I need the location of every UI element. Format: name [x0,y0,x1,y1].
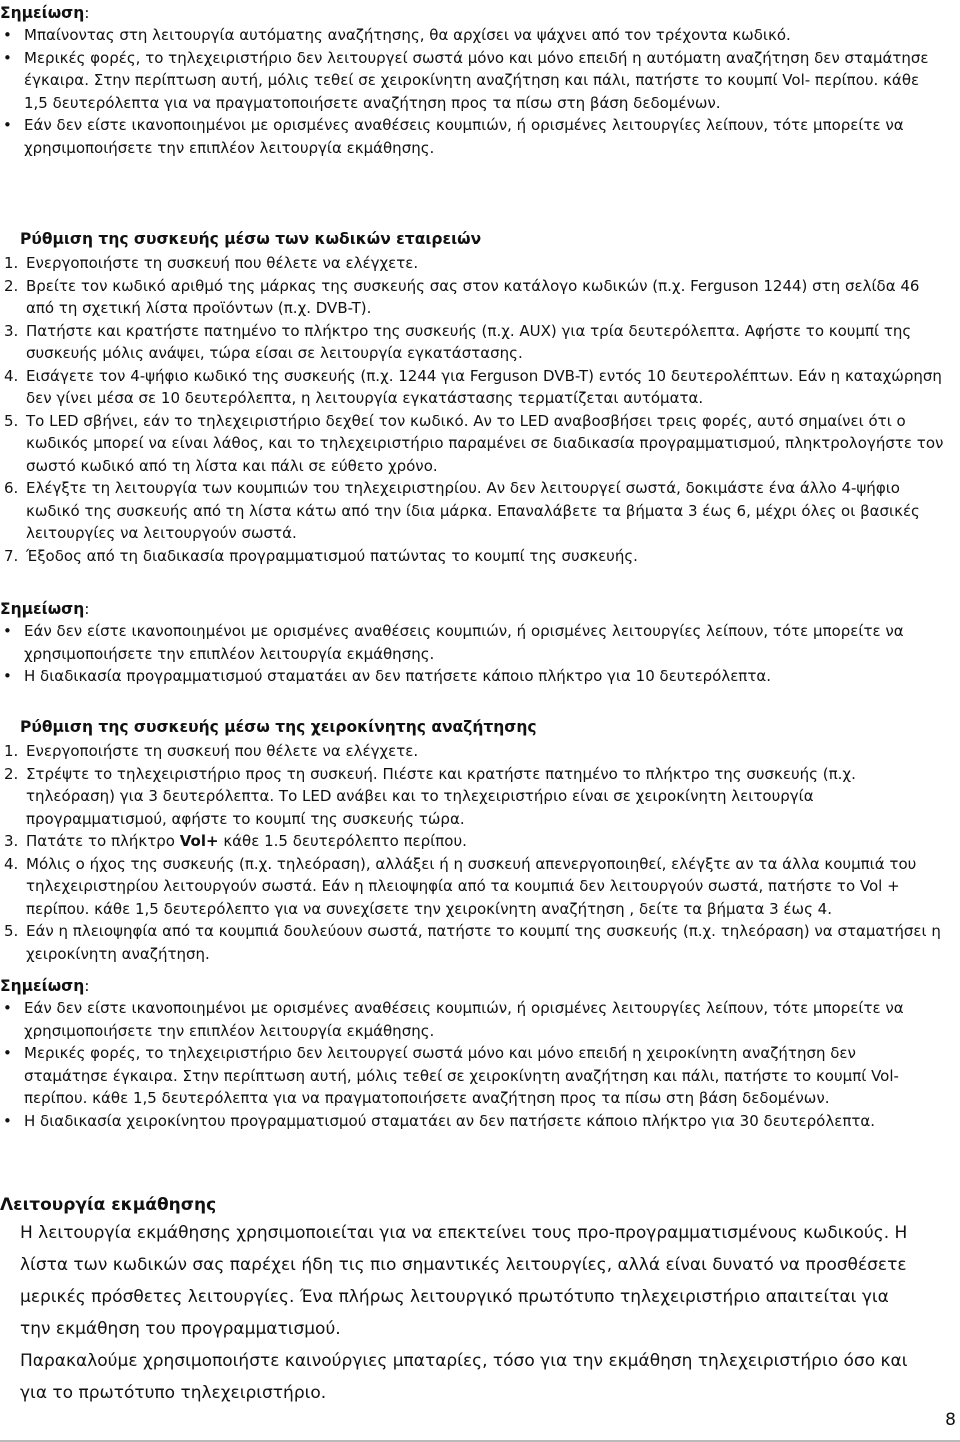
note-2 [0,598,935,688]
page-number: 8 [945,1410,956,1430]
note-1-title: Σημείωση: [0,4,90,22]
step-item: 4. Μόλις ο ήχος της συσκευής (π.χ. τηλεόραση), αλλάξει ή η συσκευή απενεργοποιηθεί, ελέγξτε αν τα άλλα κουμπιά του τηλεχειριστηρίου λειτουργούν σωστά. Εάν η πλειοψηφία από τα κουμπιά δεν λειτουργούν σωστά, πατήστε το Vol + περίπου. κάθε 1,5 δευτερόλεπτο για να συνεχίσετε την χειροκίνητη αναζήτηση , δείτε τα βήματα 3 έως 4. [4,854,917,918]
learning-title: Λειτουργία εκμάθησης [0,1195,217,1215]
step-item: 5. Το LED σβήνει, εάν το τηλεχειριστήριο δεχθεί τον κωδικό. Αν το LED αναβοσβήσει τρεις φορές, αυτό σημαίνει ότι ο κωδικός μπορεί να είναι λάθος, και το τηλεχειριστήριο παραμένει σε διαδικασία προγραμματισμού, πληκτρολογήστε τον σωστό κωδικό από τη λίστα και πάλι σε εύθετο χρόνο. [4,411,944,475]
note-1-bullet: • Μερικές φορές, το τηλεχειριστήριο δεν λειτουργεί σωστά μόνο και μόνο επειδή η αυτόματη αναζήτηση δεν σταμάτησε έγκαιρα. Στην περίπτωση αυτή, μόλις τεθεί σε χειροκίνητη αναζήτηση και πάλι, πατήστε το κουμπί Vol- περίπου. κάθε 1,5 δευτερόλεπτα για να πραγματοποιήσετε αναζήτηση προς τα πίσω στη βάση δεδομένων. [0,47,935,115]
step-item: 7. Έξοδος από τη διαδικασία προγραμματισμού πατώντας το κουμπί της συσκευής. [4,546,638,565]
note-3-bullet: • Μερικές φορές, το τηλεχειριστήριο δεν λειτουργεί σωστά μόνο και μόνο επειδή η χειροκίνητη αναζήτηση δεν σταμάτησε έγκαιρα. Στην περίπτωση αυτή, μόλις τεθεί σε χειροκίνητη αναζήτηση και πάλι, πατήστε το κουμπί Vol- περίπου. κάθε 1,5 δευτερόλεπτα για να πραγματοποιήσετε αναζήτηση προς τα πίσω στη βάση δεδομένων. [0,1042,935,1110]
vol-plus-key: Vol+ [179,832,219,850]
note-3-bullet: • Εάν δεν είστε ικανοποιημένοι με ορισμένες αναθέσεις κουμπιών, ή ορισμένες λειτουργίες λείπουν, τότε μπορείτε να χρησιμοποιήσετε την επιπλέον λειτουργία εκμάθησης. [0,997,935,1042]
note-2-bullet: • Εάν δεν είστε ικανοποιημένοι με ορισμένες αναθέσεις κουμπιών, ή ορισμένες λειτουργίες λείπουν, τότε μπορείτε να χρησιμοποιήσετε την επιπλέον λειτουργία εκμάθησης. [0,620,935,665]
step-item: 5. Εάν η πλειοψηφία από τα κουμπιά δουλεύουν σωστά, πατήστε το κουμπί της συσκευής (π.χ. τηλεόραση) να σταματήσει η χειροκίνητη αναζήτηση. [4,922,941,963]
note-2-title: Σημείωση: [0,600,90,618]
note-1-bullet: • Εάν δεν είστε ικανοποιημένοι με ορισμένες αναθέσεις κουμπιών, ή ορισμένες λειτουργίες λείπουν, τότε μπορείτε να χρησιμοποιήσετε την επιπλέον λειτουργία εκμάθησης. [0,114,935,159]
note-1-bullet: • Μπαίνοντας στη λειτουργία αυτόματης αναζήτησης, θα αρχίσει να ψάχνει από τον τρέχοντα κωδικό. [0,24,935,47]
step-item: 3. Πατάτε το πλήκτρο Vol+ κάθε 1.5 δευτερόλεπτο περίπου. [4,832,467,850]
learning-section [0,1193,920,1409]
learning-paragraph: Η λειτουργία εκμάθησης χρησιμοποιείται για να επεκτείνει τους προ-προγραμματισμένους κωδικούς. Η λίστα των κωδικών σας παρέχει ήδη τις πιο σημαντικές λειτουργίες, αλλά είναι δυνατό να προσθέσετε μερικές πρόσθετες λειτουργίες. Ένα πλήρως λειτουργικό πρωτότυπο τηλεχειριστήριο απαιτείται για την εκμάθηση του προγραμματισμού. [20,1223,908,1339]
note-3-title: Σημείωση: [0,977,90,995]
manual-search-heading: Ρύθμιση της συσκευής μέσω της χειροκίνητης αναζήτησης [20,718,537,736]
note-1 [0,2,935,159]
step-item: 3. Πατήστε και κρατήστε πατημένο το πλήκτρο της συσκευής (π.χ. AUX) για τρία δευτερόλεπτα. Αφήστε το κουμπί της συσκευής μόλις ανάψει, τώρα είσαι σε λειτουργία εγκατάστασης. [4,321,912,362]
note-3 [0,975,935,1132]
step-item: 1. Ενεργοποιήστε τη συσκευή που θέλετε να ελέγχετε. [4,254,419,272]
step-item: 6. Ελέγξτε τη λειτουργία των κουμπιών του τηλεχειριστηρίου. Αν δεν λειτουργεί σωστά, δοκιμάστε ένα άλλο 4-ψήφιο κωδικό της συσκευής από τη λίστα κάτω από την ίδια μάρκα. Επαναλάβετε τα βήματα 3 έως 6, μέχρι όλες οι βασικές λειτουργίες να λειτουργούν σωστά. [4,479,920,542]
step-item: 4. Εισάγετε τον 4-ψήφιο κωδικό της συσκευής (π.χ. 1244 για Ferguson DVB-T) εντός 10 δευτερολέπτων. Εάν η καταχώρηση δεν γίνει μέσα σε 10 δευτερόλεπτα, η λειτουργία εγκατάστασης τερματίζεται αυτόματα. [4,366,942,407]
learning-paragraph: Παρακαλούμε χρησιμοποιήστε καινούργιες μπαταρίες, τόσο για την εκμάθηση τηλεχειριστήριο όσο και για το πρωτότυπο τηλεχειριστήριο. [20,1351,908,1403]
step-item: 2. Βρείτε τον κωδικό αριθμό της μάρκας της συσκευής σας στον κατάλογο κωδικών (π.χ. Ferguson 1244) στη σελίδα 46 από τη σχετική λίστα προϊόντων (π.χ. DVB-T). [4,276,920,317]
brand-codes-heading: Ρύθμιση της συσκευής μέσω των κωδικών εταιρειών [20,230,482,248]
note-2-bullet: • Η διαδικασία προγραμματισμού σταματάει αν δεν πατήσετε κάποιο πλήκτρο για 10 δευτερόλεπτα. [0,665,935,688]
brand-codes-steps [0,252,945,567]
manual-search-steps [0,740,945,965]
step-item: 2. Στρέψτε το τηλεχειριστήριο προς τη συσκευή. Πιέστε και κρατήστε πατημένο το πλήκτρο της συσκευής (π.χ. τηλεόραση) για 3 δευτερόλεπτα. Το LED ανάβει και το τηλεχειριστήριο είναι σε χειροκίνητη λειτουργία προγραμματισμού, αφήστε το κουμπί της συσκευής τώρα. [4,764,856,828]
note-3-bullet: • Η διαδικασία χειροκίνητου προγραμματισμού σταματάει αν δεν πατήσετε κάποιο πλήκτρο για 30 δευτερόλεπτα. [0,1110,935,1133]
step-item: 1. Ενεργοποιήστε τη συσκευή που θέλετε να ελέγχετε. [4,742,419,760]
